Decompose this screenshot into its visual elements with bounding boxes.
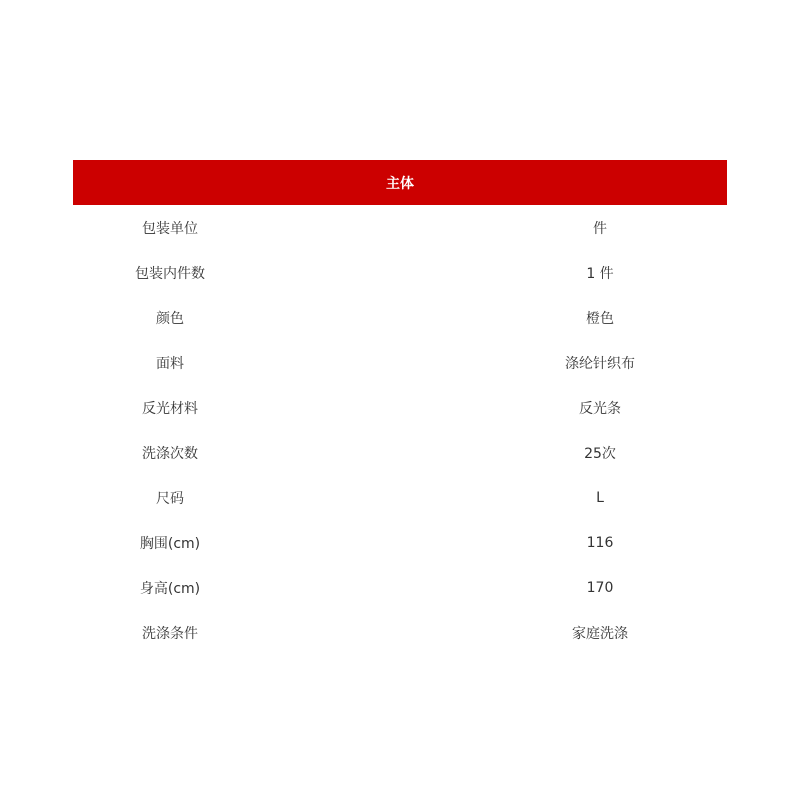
table-row bbox=[73, 565, 727, 610]
row-value: 橙色 bbox=[586, 310, 614, 327]
table-row bbox=[73, 295, 727, 340]
row-label: 洗涤条件 bbox=[142, 625, 198, 642]
row-value: 1 件 bbox=[586, 265, 614, 282]
table-header bbox=[73, 160, 727, 205]
table-row bbox=[73, 250, 727, 295]
row-value: L bbox=[596, 489, 604, 506]
table-row bbox=[73, 385, 727, 430]
spec-table bbox=[73, 160, 727, 655]
row-label: 胸围(cm) bbox=[139, 535, 201, 552]
row-label: 洗涤次数 bbox=[142, 445, 198, 462]
table-row bbox=[73, 610, 727, 655]
row-value: 25次 bbox=[584, 445, 616, 462]
row-value: 家庭洗涤 bbox=[572, 625, 628, 642]
row-value: 116 bbox=[586, 534, 614, 551]
table-row bbox=[73, 340, 727, 385]
row-label: 包装内件数 bbox=[135, 265, 205, 282]
table-header-title: 主体 bbox=[386, 175, 414, 192]
table-row bbox=[73, 520, 727, 565]
row-label: 颜色 bbox=[156, 310, 184, 327]
table-row bbox=[73, 430, 727, 475]
row-label: 反光材料 bbox=[142, 400, 198, 417]
row-value: 170 bbox=[586, 579, 614, 596]
row-value: 件 bbox=[593, 220, 607, 237]
row-label: 身高(cm) bbox=[139, 580, 201, 597]
row-label: 面料 bbox=[156, 355, 184, 372]
row-label: 包装单位 bbox=[142, 220, 198, 237]
row-label: 尺码 bbox=[156, 490, 184, 507]
spec-rows bbox=[73, 205, 727, 655]
table-row bbox=[73, 475, 727, 520]
row-value: 涤纶针织布 bbox=[565, 355, 635, 372]
table-row bbox=[73, 205, 727, 250]
row-value: 反光条 bbox=[579, 400, 621, 417]
